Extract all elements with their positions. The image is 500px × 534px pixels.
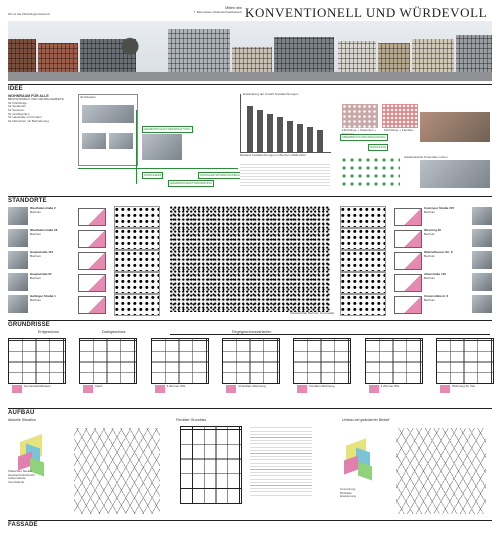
floorplan-highlight	[83, 385, 93, 393]
site-row	[8, 294, 168, 314]
header-subtitle-1: Mitten drin	[225, 6, 242, 10]
site-photo	[8, 295, 28, 313]
site-iso-diagram	[394, 208, 422, 226]
flexible-floorplan	[180, 426, 242, 504]
floorplan	[79, 338, 137, 384]
site-city: Bochum	[30, 275, 42, 280]
section-grundrisse: GRUNDRISSE	[8, 322, 51, 328]
section-idee: IDEE	[8, 86, 23, 92]
site-name: Alleestraße 116	[424, 272, 446, 276]
site-photo	[8, 229, 28, 247]
idee-left-heading: WOHNRAUM FÜR ALLE	[8, 94, 49, 98]
site-photo	[8, 273, 28, 291]
site-photo	[8, 251, 28, 269]
site-city: Bochum	[30, 253, 42, 258]
street-panorama	[8, 21, 492, 81]
ist-situation-label: Ist-Situation	[80, 95, 96, 99]
floorplan-highlight	[440, 385, 450, 393]
site-row	[8, 206, 168, 226]
site-iso-diagram	[78, 296, 106, 314]
floorplan	[222, 338, 280, 384]
section-standorte: STANDORTE	[8, 198, 47, 204]
aufbau-right-note: Rückbau	[340, 490, 352, 495]
label-gemeinschaftswohnung: GEMEINSCHAFTSWOHNUNG	[168, 180, 214, 187]
floorplan	[8, 338, 66, 384]
right-label-1: Flüchtlinge + Studenten + Senioren	[342, 128, 377, 136]
site-name: Hauptstraße 112	[30, 250, 54, 254]
site-photo	[472, 273, 492, 291]
idee-left-item: für Großfamilien	[8, 111, 30, 116]
label-gemeinschaftseinrichtung: GEMEINSCHAFTSEINRICHTUNG	[142, 126, 193, 133]
grundrisse-group-rg: Regelgeschossvarianten	[232, 330, 272, 334]
site-row	[332, 294, 492, 314]
floorplan-highlight	[297, 385, 307, 393]
site-row	[332, 250, 492, 270]
site-figure-ground	[340, 206, 386, 228]
idee-left-item: für Haushalte mit Kindern	[8, 115, 42, 120]
floorplan-highlight	[155, 385, 165, 393]
idee-left-item: für Flüchtlinge	[8, 100, 27, 105]
floorplan-caption: Gemeinschaftsraum	[24, 384, 51, 388]
site-figure-ground	[340, 294, 386, 316]
grundrisse-group-dg: Dachgeschoss	[102, 330, 126, 334]
label-wohnung: WOHNUNG	[368, 144, 388, 151]
schwarzplan-map	[170, 206, 330, 312]
site-figure-ground	[340, 272, 386, 294]
site-row	[332, 228, 492, 248]
site-name: Universitätsstr. 6	[424, 294, 449, 298]
label-wohnheim: WOHNHEIM	[142, 172, 163, 179]
site-city: Bochum	[424, 231, 436, 236]
ist-situation-panel	[78, 94, 138, 166]
site-figure-ground	[114, 294, 160, 316]
site-row	[332, 272, 492, 292]
aufbau-left-note: Haustechnikschacht	[8, 472, 35, 477]
site-city: Bochum	[30, 297, 42, 302]
floorplan-caption: 4 Familien-Wohnung	[238, 384, 266, 388]
site-iso-diagram	[394, 230, 422, 248]
map-caption: Schwarzplan Bochum Innenstadt	[290, 311, 334, 315]
site-name: Wiemelhauser Str. 8	[424, 250, 453, 254]
site-photo	[472, 295, 492, 313]
site-figure-ground	[340, 250, 386, 272]
site-iso-diagram	[78, 208, 106, 226]
page-title: KONVENTIONELL UND WÜRDEVOLL	[245, 5, 488, 20]
sozialwohnungen-chart	[240, 94, 331, 153]
site-photo	[8, 207, 28, 225]
aufbau-left-title: Aktuelle Situation	[8, 418, 36, 422]
idee-left-item: für Senioren	[8, 107, 25, 112]
site-photo	[472, 207, 492, 225]
aufbau-right-title: Umbau bei geänderter Bedarf	[342, 418, 390, 422]
site-figure-ground	[114, 206, 160, 228]
site-figure-ground	[114, 228, 160, 250]
idee-left-item: für Menschen mit Behinderung	[8, 118, 49, 123]
aufbau-left-note: Außenwände	[8, 476, 26, 481]
site-row	[8, 228, 168, 248]
header-subtitle-2: 7. Baumeister-Studentenwettbewerb	[193, 10, 242, 14]
floorplan	[365, 338, 423, 384]
aufbau-right-note: Umnutzung	[340, 487, 356, 491]
idee-left-item: für Studenten	[8, 104, 27, 109]
site-row	[332, 206, 492, 226]
site-row	[8, 250, 168, 270]
aufbau-right-note: Erweiterung	[340, 494, 357, 499]
floorplan-highlight	[226, 385, 236, 393]
site-figure-ground	[340, 228, 386, 250]
site-name: Westfalenstraße 2	[30, 206, 56, 210]
site-city: Bochum	[424, 209, 436, 214]
right-label-3: städtebauliche Potentiale nutzen	[404, 155, 448, 159]
aufbau-left-note: Statisches Skelett	[8, 469, 32, 473]
floorplan	[151, 338, 209, 384]
chart-caption: Bestand Sozialwohnungen in Bochum 2006-2014	[240, 153, 306, 157]
site-city: Bochum	[424, 253, 436, 258]
site-iso-diagram	[78, 252, 106, 270]
site-figure-ground	[114, 272, 160, 294]
aufbau-mid-title: Flexibler Grundriss	[176, 418, 207, 422]
site-name: Hauptstraße 97	[30, 272, 52, 276]
header-topleft: Wo ist die Flüchtlingsunterkunft	[8, 12, 50, 16]
floorplan-caption: Familien-Wohnung	[309, 384, 335, 388]
floorplan	[293, 338, 351, 384]
site-name: Hattinger Straße 1	[30, 294, 56, 298]
right-label-2: Flüchtlinge + Familien	[384, 128, 414, 132]
label-sozialer-wohnungsbau: SOZIALER WOHNUNGSBAU	[198, 172, 242, 179]
site-city: Bochum	[424, 297, 436, 302]
aufbau-left-note: Innenwände	[8, 479, 25, 484]
site-city: Bochum	[424, 275, 436, 280]
chart-title: Entwicklung der Anzahl Sozialwohnungen	[243, 92, 299, 96]
floorplan-highlight	[12, 385, 22, 393]
site-iso-diagram	[394, 252, 422, 270]
floorplan-caption: 4 Zimmer WG	[380, 384, 400, 388]
floorplan-caption: 4 Zimmer WG	[166, 384, 186, 388]
site-row	[8, 272, 168, 292]
section-fassade: FASSADE	[8, 522, 38, 528]
label-ueberbrueckungswohnung: ÜBERBRÜCKUNGSWOHNUNG	[340, 134, 388, 141]
site-name: Westfalenstraße 18	[30, 228, 58, 232]
site-city: Bochum	[30, 209, 42, 214]
iso-model-right	[330, 424, 490, 518]
site-city: Bochum	[30, 231, 42, 236]
site-name: Westring 46	[424, 228, 441, 232]
site-figure-ground	[114, 250, 160, 272]
site-iso-diagram	[78, 230, 106, 248]
site-iso-diagram	[78, 274, 106, 292]
floorplan-caption: Dach	[95, 384, 103, 388]
site-iso-diagram	[394, 274, 422, 292]
idee-left-item: BESTANDSBAU UND NEUBAUGEBIETE	[8, 97, 64, 102]
site-photo	[472, 229, 492, 247]
floorplan-caption: Wohnung für Vier	[452, 384, 476, 388]
floorplan	[436, 338, 494, 384]
site-iso-diagram	[394, 296, 422, 314]
floorplan-highlight	[369, 385, 379, 393]
section-aufbau: AUFBAU	[8, 410, 35, 416]
grundrisse-group-eg: Erdgeschoss	[38, 330, 59, 334]
site-name: Castroper Straße 207	[424, 206, 455, 210]
site-photo	[472, 251, 492, 269]
